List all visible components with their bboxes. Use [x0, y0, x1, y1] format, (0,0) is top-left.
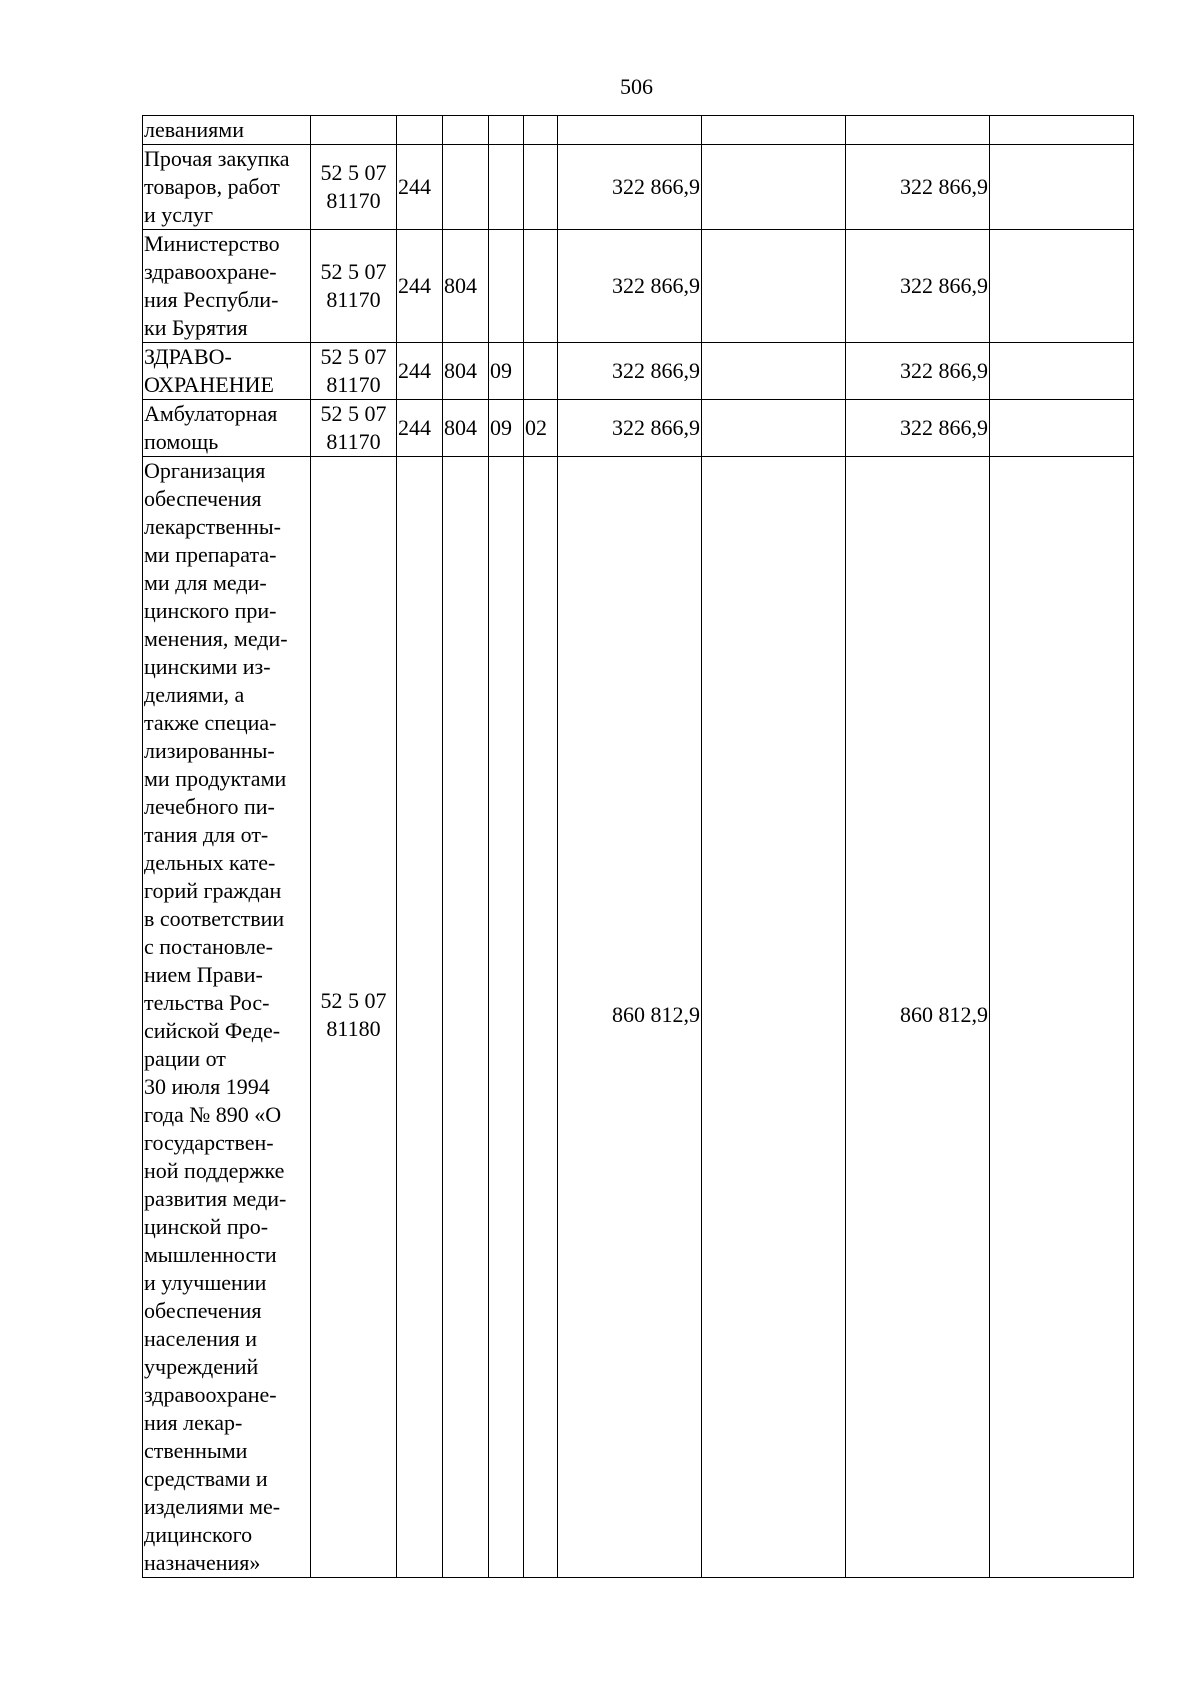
row-col7-cell — [702, 400, 846, 457]
row-name-line: лекарственны- — [144, 514, 281, 539]
row-csr-line: 81170 — [326, 287, 381, 312]
row-name-line: ной поддержке — [144, 1158, 285, 1183]
row-vr-cell — [397, 457, 443, 1578]
row-rz-cell — [489, 116, 524, 145]
row-name-line: обеспечения — [144, 1298, 262, 1323]
row-amount1-cell — [558, 116, 702, 145]
row-csr-line: 81170 — [326, 429, 381, 454]
row-name-line: года № 890 «О — [144, 1102, 282, 1127]
table-row — [143, 457, 1134, 1578]
row-name-line: мышленности — [144, 1242, 277, 1267]
row-name-line: дельных кате- — [144, 850, 276, 875]
row-pr-cell — [524, 343, 558, 400]
row-name-line: с постановле- — [144, 934, 273, 959]
row-col9-cell — [990, 145, 1134, 230]
row-col9-cell — [990, 343, 1134, 400]
budget-table — [142, 115, 1134, 1578]
row-name-line: изделиями ме- — [144, 1494, 281, 1519]
row-grbs-cell: 804 — [443, 400, 489, 457]
row-name-line: учреждений — [144, 1354, 259, 1379]
page-number: 506 — [620, 74, 653, 99]
row-name-line: Министерство — [144, 231, 280, 256]
row-csr-cell — [311, 145, 397, 230]
row-rz-cell — [489, 230, 524, 343]
row-pr-cell — [524, 116, 558, 145]
row-name-line: менения, меди- — [144, 626, 288, 651]
row-vr-cell: 244 — [397, 400, 443, 457]
row-name-line: и улучшении — [144, 1270, 267, 1295]
row-name-line: сийской Феде- — [144, 1018, 281, 1043]
row-amount1-cell: 322 866,9 — [558, 145, 702, 230]
row-pr-cell — [524, 230, 558, 343]
row-col7-cell — [702, 343, 846, 400]
row-name-cell — [143, 343, 311, 400]
row-csr-line: 81170 — [326, 188, 381, 213]
row-csr-line: 52 5 07 — [320, 160, 387, 185]
row-name-line: здравоохране- — [144, 259, 277, 284]
row-name-line: делиями, а — [144, 682, 245, 707]
row-vr-cell: 244 — [397, 230, 443, 343]
row-name-line: ЗДРАВО- — [144, 344, 232, 369]
row-csr-cell — [311, 400, 397, 457]
row-csr-cell — [311, 457, 397, 1578]
row-csr-line: 81170 — [326, 372, 381, 397]
row-name-line: также специа- — [144, 710, 277, 735]
row-amount2-cell: 322 866,9 — [846, 145, 990, 230]
row-name-line: развития меди- — [144, 1186, 287, 1211]
row-csr-line: 52 5 07 — [320, 344, 387, 369]
row-csr-cell — [311, 116, 397, 145]
row-col9-cell — [990, 116, 1134, 145]
row-col9-cell — [990, 457, 1134, 1578]
row-csr-cell — [311, 343, 397, 400]
row-amount2-cell: 322 866,9 — [846, 400, 990, 457]
row-rz-cell: 09 — [489, 400, 524, 457]
row-pr-cell — [524, 145, 558, 230]
row-name-line: нием Прави- — [144, 962, 263, 987]
row-csr-line: 52 5 07 — [320, 259, 387, 284]
row-grbs-cell: 804 — [443, 230, 489, 343]
row-name-line: обеспечения — [144, 486, 262, 511]
row-csr-line: 81180 — [326, 1016, 381, 1041]
row-name-line: тельства Рос- — [144, 990, 270, 1015]
row-name-line: цинской про- — [144, 1214, 269, 1239]
table-row — [143, 116, 1134, 145]
row-name-line: и услуг — [144, 202, 214, 227]
row-col7-cell — [702, 230, 846, 343]
row-amount1-cell: 322 866,9 — [558, 400, 702, 457]
row-name-cell — [143, 145, 311, 230]
row-amount1-cell: 322 866,9 — [558, 230, 702, 343]
row-amount1-cell: 860 812,9 — [558, 457, 702, 1578]
row-csr-line: 52 5 07 — [320, 401, 387, 426]
row-name-line: лечебного пи- — [144, 794, 275, 819]
row-name-line: государствен- — [144, 1130, 274, 1155]
row-name-line: ми препарата- — [144, 542, 277, 567]
row-amount2-cell: 860 812,9 — [846, 457, 990, 1578]
row-col9-cell — [990, 230, 1134, 343]
row-name-line: лизированны- — [144, 738, 275, 763]
row-name-line: цинского при- — [144, 598, 277, 623]
row-name-line: ми продуктами — [144, 766, 287, 791]
row-name-line: горий граждан — [144, 878, 282, 903]
row-pr-cell: 02 — [524, 400, 558, 457]
row-name-cell — [143, 400, 311, 457]
row-amount1-cell: 322 866,9 — [558, 343, 702, 400]
row-name-line: ния Республи- — [144, 287, 279, 312]
row-name-line: товаров, работ — [144, 174, 280, 199]
row-grbs-cell — [443, 145, 489, 230]
row-name-line: средствами и — [144, 1466, 268, 1491]
table-row — [143, 343, 1134, 400]
row-grbs-cell — [443, 457, 489, 1578]
row-vr-cell: 244 — [397, 145, 443, 230]
row-name-line: рации от — [144, 1046, 226, 1071]
row-name-line: в соответствии — [144, 906, 285, 931]
row-name-cell — [143, 230, 311, 343]
row-pr-cell — [524, 457, 558, 1578]
row-name-line: дицинского — [144, 1522, 253, 1547]
row-name-line: ственными — [144, 1438, 248, 1463]
row-amount2-cell: 322 866,9 — [846, 230, 990, 343]
row-name-line: тания для от- — [144, 822, 269, 847]
row-csr-line: 52 5 07 — [320, 988, 387, 1013]
row-amount2-cell: 322 866,9 — [846, 343, 990, 400]
row-rz-cell — [489, 145, 524, 230]
row-name-line: помощь — [144, 429, 219, 454]
row-name-cell — [143, 116, 311, 145]
row-rz-cell: 09 — [489, 343, 524, 400]
row-name-line: населения и — [144, 1326, 258, 1351]
row-grbs-cell: 804 — [443, 343, 489, 400]
row-vr-cell: 244 — [397, 343, 443, 400]
row-rz-cell — [489, 457, 524, 1578]
row-csr-cell — [311, 230, 397, 343]
row-name-line: здравоохране- — [144, 1382, 277, 1407]
row-name-line: Прочая закупка — [144, 146, 290, 171]
row-col9-cell — [990, 400, 1134, 457]
row-name-line: 30 июля 1994 — [144, 1074, 270, 1099]
row-name-line: Амбулаторная — [144, 401, 278, 426]
row-col7-cell — [702, 145, 846, 230]
row-name-cell — [143, 457, 311, 1578]
row-grbs-cell — [443, 116, 489, 145]
row-col7-cell — [702, 116, 846, 145]
row-name-line: ми для меди- — [144, 570, 267, 595]
row-amount2-cell — [846, 116, 990, 145]
row-col7-cell — [702, 457, 846, 1578]
table-row — [143, 230, 1134, 343]
row-name-line: ки Бурятия — [144, 315, 248, 340]
row-vr-cell — [397, 116, 443, 145]
row-name-line: цинскими из- — [144, 654, 271, 679]
table-row — [143, 145, 1134, 230]
table-row — [143, 400, 1134, 457]
row-name-line: ния лекар- — [144, 1410, 243, 1435]
row-name-line: ОХРАНЕНИЕ — [144, 372, 274, 397]
table-body — [143, 116, 1134, 1578]
row-name-line: назначения» — [144, 1550, 261, 1575]
row-name-line: леваниями — [144, 117, 244, 142]
row-name-line: Организация — [144, 458, 266, 483]
